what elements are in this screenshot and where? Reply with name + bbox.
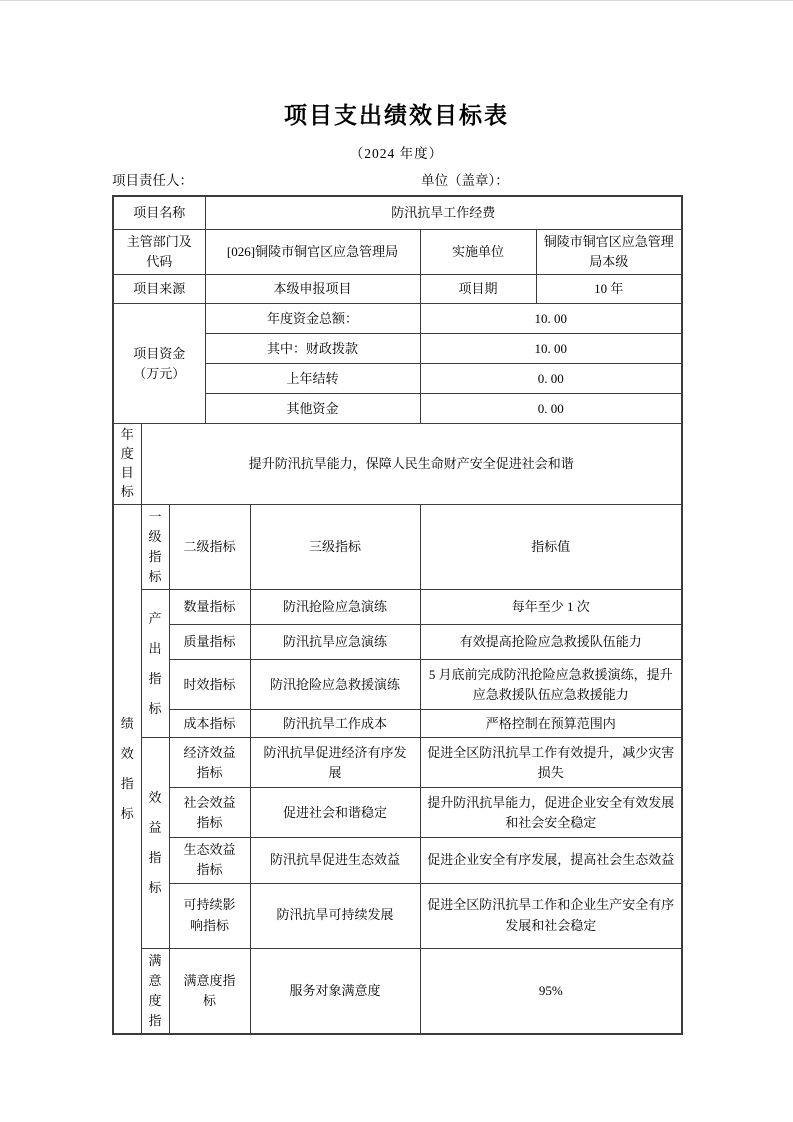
indicator-l3-cell	[250, 738, 420, 788]
indicator-value-cell: 提升防汛抗旱能力，促进企业安全有效发展和社会安全稳定	[420, 788, 682, 838]
indicator-value-cell: 每年至少 1 次	[420, 590, 682, 625]
indicator-l3-cell: 服务对象满意度	[250, 948, 420, 1034]
impl-unit-label-cell: 实施单位	[420, 230, 536, 275]
table-row	[113, 424, 682, 504]
indicator-l2-cell: 成本指标	[169, 710, 250, 738]
funding-label-cell	[113, 304, 205, 424]
funding-item-value: 0. 00	[420, 364, 682, 394]
table-row	[113, 304, 682, 334]
funding-item-value: 10. 00	[420, 304, 682, 334]
dept-value-cell: [026]铜陵市铜官区应急管理局	[205, 230, 420, 275]
performance-target-table	[112, 195, 683, 1036]
benefit-group-text: 效益指标	[148, 790, 162, 895]
output-group-cell	[141, 590, 169, 738]
funding-item-value: 10. 00	[420, 334, 682, 364]
dept-label-cell	[113, 230, 205, 275]
level3-header-cell: 三级指标	[250, 504, 420, 590]
table-row	[113, 275, 682, 304]
indicator-l3-cell: 防汛抢险应急演练	[250, 590, 420, 625]
table-row	[113, 883, 682, 948]
indicator-l3-cell: 防汛抗旱工作成本	[250, 710, 420, 738]
annual-goal-label-text: 年度目标	[120, 427, 134, 499]
benefit-group-cell	[141, 738, 169, 948]
table-row	[113, 738, 682, 788]
indicator-l2-text: 生态效益指标	[183, 842, 236, 878]
project-name-label-cell: 项目名称	[113, 196, 205, 230]
indicator-l2-cell	[169, 788, 250, 838]
value-header-cell: 指标值	[420, 504, 682, 590]
period-label-cell: 项目期	[420, 275, 536, 304]
table-row	[113, 590, 682, 625]
table-row	[113, 660, 682, 710]
source-label-cell: 项目来源	[113, 275, 205, 304]
indicator-l2-cell	[169, 838, 250, 883]
output-group-text: 产出指标	[148, 610, 162, 716]
funding-item-name: 上年结转	[205, 364, 420, 394]
indicator-l3-cell: 防汛抗旱促进生态效益	[250, 838, 420, 883]
unit-seal-label: 单位（盖章）：	[421, 172, 509, 188]
table-row	[113, 838, 682, 883]
meta-row	[112, 172, 681, 189]
indicator-value-cell: 有效提高抢险应急救援队伍能力	[420, 625, 682, 660]
indicator-l2-cell	[169, 948, 250, 1034]
table-row	[113, 196, 682, 230]
annual-goal-label-cell	[113, 424, 141, 504]
indicator-l2-cell	[169, 883, 250, 948]
level1-header-text: 一级指标	[148, 508, 162, 585]
performance-indicator-group-text: 绩效指标	[120, 716, 134, 821]
indicator-value-cell: 95%	[420, 948, 682, 1034]
source-value-cell: 本级申报项目	[205, 275, 420, 304]
performance-indicator-group-cell	[113, 504, 141, 1034]
level2-header-cell: 二级指标	[169, 504, 250, 590]
indicator-l2-text: 社会效益指标	[183, 794, 236, 830]
indicator-value-cell: 5 月底前完成防汛抢险应急救援演练，提升应急救援队伍应急救援能力	[420, 660, 682, 710]
funding-label-text: 项目资金（万元）	[133, 345, 186, 381]
table-row	[113, 948, 682, 1034]
indicator-l2-cell: 数量指标	[169, 590, 250, 625]
indicator-l2-text: 满意度指标	[183, 972, 236, 1008]
indicator-l3-cell: 促进社会和谐稳定	[250, 788, 420, 838]
indicator-l2-text: 可持续影响指标	[183, 897, 236, 933]
project-name-value-cell: 防汛抗旱工作经费	[205, 196, 682, 230]
funding-item-name: 其他资金	[205, 394, 420, 424]
annual-goal-text-cell: 提升防汛抗旱能力，保障人民生命财产安全促进社会和谐	[141, 424, 682, 504]
indicator-value-cell: 促进企业安全有序发展，提高社会生态效益	[420, 838, 682, 883]
indicator-value-cell: 促进全区防汛抗旱工作有效提升，减少灾害损失	[420, 738, 682, 788]
level1-header-cell	[141, 504, 169, 590]
indicator-value-cell: 严格控制在预算范围内	[420, 710, 682, 738]
indicator-l2-cell: 质量指标	[169, 625, 250, 660]
indicator-l3-cell: 防汛抗旱可持续发展	[250, 883, 420, 948]
table-row	[113, 230, 682, 275]
indicator-l3-cell: 防汛抗旱应急演练	[250, 625, 420, 660]
table-row	[113, 710, 682, 738]
table-row	[113, 788, 682, 838]
indicator-l3-cell: 防汛抢险应急救援演练	[250, 660, 420, 710]
funding-item-name: 其中：财政拨款	[205, 334, 420, 364]
indicator-l2-cell	[169, 738, 250, 788]
responsible-person-label: 项目责任人：	[112, 172, 193, 188]
satisfaction-group-text: 满意度指	[148, 952, 162, 1028]
page-subtitle: （2024 年度）	[349, 146, 444, 161]
indicator-value-cell: 促进全区防汛抗旱工作和企业生产安全有序发展和社会稳定	[420, 883, 682, 948]
indicator-l2-cell: 时效指标	[169, 660, 250, 710]
table-row	[113, 504, 682, 590]
funding-item-value: 0. 00	[420, 394, 682, 424]
period-value-cell: 10 年	[536, 275, 682, 304]
impl-unit-value-cell: 铜陵市铜官区应急管理局本级	[536, 230, 682, 275]
page-title: 项目支出绩效目标表	[284, 103, 509, 128]
dept-label-text: 主管部门及代码	[126, 234, 192, 270]
table-row	[113, 625, 682, 660]
satisfaction-group-cell	[141, 948, 169, 1034]
indicator-l2-text: 经济效益指标	[183, 744, 236, 780]
funding-item-name: 年度资金总额：	[205, 304, 420, 334]
indicator-l3-text: 防汛抗旱促进经济有序发展	[263, 744, 407, 780]
